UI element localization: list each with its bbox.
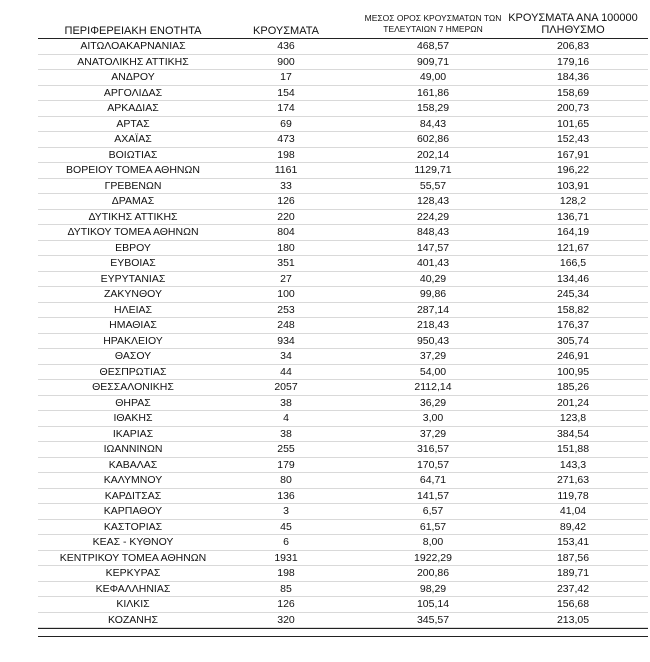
table-row xyxy=(38,520,648,536)
cell-per100k: 152,43 xyxy=(556,133,590,145)
cell-per100k: 184,36 xyxy=(556,71,590,83)
table-row xyxy=(38,70,648,86)
cell-region: ΚΑΡΠΑΘΟΥ xyxy=(103,505,163,517)
cell-cases: 2057 xyxy=(274,381,298,393)
cell-cases: 473 xyxy=(277,133,295,145)
cell-region: ΙΚΑΡΙΑΣ xyxy=(112,427,154,440)
table-row xyxy=(38,55,648,71)
table-row xyxy=(38,365,648,381)
cell-cases: 198 xyxy=(277,567,295,579)
cell-per100k: 151,88 xyxy=(556,443,590,455)
cell-region: ΒΟΙΩΤΙΑΣ xyxy=(108,148,158,161)
covid-cases-table xyxy=(38,8,638,626)
cell-avg7: 1922,29 xyxy=(414,551,452,564)
cell-per100k: 305,74 xyxy=(556,334,590,347)
cell-per100k: 189,71 xyxy=(556,567,590,579)
cell-cases: 45 xyxy=(280,520,292,533)
table-row xyxy=(38,551,648,567)
cell-per100k: 206,83 xyxy=(556,40,590,52)
cell-avg7: 602,86 xyxy=(416,133,450,145)
cell-avg7: 37,29 xyxy=(419,350,447,362)
cell-region: ΙΘΑΚΗΣ xyxy=(113,412,153,424)
cell-region: ΖΑΚΥΝΘΟΥ xyxy=(103,288,162,300)
cell-cases: 804 xyxy=(277,226,295,238)
cell-avg7: 36,29 xyxy=(419,396,447,409)
cell-cases: 179 xyxy=(277,458,295,471)
cell-per100k: 200,73 xyxy=(556,102,590,114)
cell-avg7: 202,14 xyxy=(416,148,450,161)
cell-region: ΑΡΓΟΛΙΔΑΣ xyxy=(103,86,163,99)
cell-per100k: 179,16 xyxy=(556,55,590,68)
cell-region: ΑΙΤΩΛΟΑΚΑΡΝΑΝΙΑΣ xyxy=(80,40,186,52)
footer-rule-bottom xyxy=(38,636,648,637)
cell-per100k: 213,05 xyxy=(556,613,590,626)
table-row xyxy=(38,504,648,520)
cell-per100k: 164,19 xyxy=(556,226,590,238)
cell-per100k: 136,71 xyxy=(556,210,590,223)
cell-avg7: 54,00 xyxy=(419,365,447,378)
table-row xyxy=(38,194,648,210)
cell-per100k: 121,67 xyxy=(556,241,590,254)
table-row xyxy=(38,458,648,474)
table-row xyxy=(38,163,648,179)
cell-region: ΘΕΣΠΡΩΤΙΑΣ xyxy=(99,365,167,378)
cell-avg7: 468,57 xyxy=(416,40,450,52)
cell-region: ΘΑΣΟΥ xyxy=(114,350,152,362)
cell-per100k: 128,2 xyxy=(559,195,587,207)
cell-avg7: 147,57 xyxy=(416,241,450,254)
cell-avg7: 37,29 xyxy=(419,427,447,440)
table-row xyxy=(38,380,648,396)
cell-per100k: 158,69 xyxy=(556,86,590,99)
cell-region: ΕΒΡΟΥ xyxy=(115,241,151,254)
cell-region: ΔΥΤΙΚΗΣ ΑΤΤΙΚΗΣ xyxy=(88,210,178,223)
cell-cases: 436 xyxy=(277,40,295,52)
cell-avg7: 345,57 xyxy=(416,613,450,626)
cell-cases: 253 xyxy=(277,303,295,316)
table-row xyxy=(38,349,648,365)
cell-region: ΒΟΡΕΙΟΥ ΤΟΜΕΑ ΑΘΗΝΩΝ xyxy=(66,164,200,176)
cell-avg7: 141,57 xyxy=(416,489,450,502)
cell-avg7: 218,43 xyxy=(416,319,450,331)
cell-per100k: 167,91 xyxy=(556,148,590,161)
cell-per100k: 187,56 xyxy=(556,551,590,564)
cell-per100k: 123,8 xyxy=(559,412,587,424)
table-row xyxy=(38,132,648,148)
cell-avg7: 55,57 xyxy=(419,179,447,192)
cell-cases: 1161 xyxy=(274,164,298,176)
cell-per100k: 119,78 xyxy=(557,489,589,502)
cell-region: ΙΩΑΝΝΙΝΩΝ xyxy=(103,443,163,455)
cell-cases: 136 xyxy=(277,489,295,502)
table-row xyxy=(38,101,648,117)
table-row xyxy=(38,396,648,412)
table-row xyxy=(38,334,648,350)
cell-per100k: 271,63 xyxy=(556,474,590,486)
cell-per100k: 134,46 xyxy=(556,272,590,285)
cell-region: ΚΑΛΥΜΝΟΥ xyxy=(103,474,163,486)
cell-avg7: 401,43 xyxy=(416,257,450,269)
header-region: ΠΕΡΙΦΕΡΕΙΑΚΗ ΕΝΟΤΗΤΑ xyxy=(64,25,202,37)
cell-avg7: 99,86 xyxy=(419,288,447,300)
cell-avg7: 287,14 xyxy=(416,303,450,316)
cell-cases: 351 xyxy=(277,257,295,269)
cell-cases: 6 xyxy=(283,536,289,548)
table-row xyxy=(38,442,648,458)
cell-region: ΔΥΤΙΚΟΥ ΤΟΜΕΑ ΑΘΗΝΩΝ xyxy=(67,226,199,238)
cell-cases: 198 xyxy=(277,148,295,161)
cell-per100k: 237,42 xyxy=(556,582,590,595)
cell-avg7: 3,00 xyxy=(422,412,444,424)
cell-avg7: 40,29 xyxy=(419,272,447,285)
cell-cases: 248 xyxy=(277,319,295,331)
table-row xyxy=(38,489,648,505)
cell-avg7: 2112,14 xyxy=(414,381,452,393)
table-row xyxy=(38,411,648,427)
cell-cases: 3 xyxy=(283,505,289,517)
cell-region: ΑΡΚΑΔΙΑΣ xyxy=(107,102,159,114)
table-row xyxy=(38,272,648,288)
table-row xyxy=(38,582,648,598)
cell-avg7: 98,29 xyxy=(419,582,447,595)
header-per100k: ΚΡΟΥΣΜΑΤΑ ΑΝΑ 100000 ΠΛΗΘΥΣΜΟ xyxy=(508,12,638,36)
table-row xyxy=(38,241,648,257)
cell-per100k: 166,5 xyxy=(559,257,587,269)
table-row xyxy=(38,566,648,582)
cell-region: ΕΥΒΟΙΑΣ xyxy=(110,257,156,269)
table-row xyxy=(38,225,648,241)
cell-avg7: 61,57 xyxy=(419,520,447,533)
cell-avg7: 64,71 xyxy=(419,474,447,486)
cell-per100k: 245,34 xyxy=(556,288,590,300)
cell-cases: 100 xyxy=(277,288,295,300)
cell-cases: 33 xyxy=(280,179,292,192)
cell-cases: 154 xyxy=(277,86,295,99)
cell-avg7: 161,86 xyxy=(416,86,450,99)
table-row xyxy=(38,427,648,443)
cell-region: ΚΑΒΑΛΑΣ xyxy=(108,458,158,471)
cell-per100k: 89,42 xyxy=(559,520,587,533)
cell-avg7: 909,71 xyxy=(416,55,450,68)
table-row xyxy=(38,210,648,226)
cell-per100k: 41,04 xyxy=(559,505,587,517)
cell-cases: 934 xyxy=(277,334,295,347)
cell-region: ΔΡΑΜΑΣ xyxy=(111,195,155,207)
cell-avg7: 170,57 xyxy=(416,458,450,471)
cell-avg7: 105,14 xyxy=(416,598,450,610)
footer-rule xyxy=(38,628,648,629)
table-row xyxy=(38,256,648,272)
header-cases: ΚΡΟΥΣΜΑΤΑ xyxy=(253,25,319,37)
cell-avg7: 6,57 xyxy=(422,505,444,517)
cell-region: ΗΛΕΙΑΣ xyxy=(113,303,152,316)
cell-cases: 180 xyxy=(277,241,295,254)
cell-per100k: 185,26 xyxy=(556,381,590,393)
cell-region: ΚΕΑΣ - ΚΥΘΝΟΥ xyxy=(92,536,174,548)
cell-cases: 27 xyxy=(280,272,292,285)
cell-avg7: 200,86 xyxy=(416,567,450,579)
cell-region: ΑΧΑΪΑΣ xyxy=(114,133,152,145)
cell-cases: 85 xyxy=(280,582,292,595)
table-row xyxy=(38,318,648,334)
cell-region: ΚΑΡΔΙΤΣΑΣ xyxy=(104,489,162,502)
cell-cases: 38 xyxy=(280,427,292,440)
cell-avg7: 316,57 xyxy=(416,443,450,455)
table-row xyxy=(38,117,648,133)
cell-cases: 69 xyxy=(280,117,292,130)
cell-avg7: 1129,71 xyxy=(414,164,452,176)
cell-region: ΚΕΝΤΡΙΚΟΥ ΤΟΜΕΑ ΑΘΗΝΩΝ xyxy=(59,551,207,564)
cell-avg7: 848,43 xyxy=(416,226,450,238)
table-row xyxy=(38,148,648,164)
table-row xyxy=(38,613,648,629)
cell-region: ΕΥΡΥΤΑΝΙΑΣ xyxy=(100,272,166,285)
cell-avg7: 224,29 xyxy=(416,210,450,223)
cell-cases: 126 xyxy=(277,195,295,207)
table-row xyxy=(38,535,648,551)
cell-avg7: 8,00 xyxy=(422,536,444,548)
cell-region: ΚΑΣΤΟΡΙΑΣ xyxy=(103,520,163,533)
cell-cases: 220 xyxy=(277,210,295,223)
header-avg7: ΜΕΣΟΣ ΟΡΟΣ ΚΡΟΥΣΜΑΤΩΝ ΤΩΝ ΤΕΛΕΥΤΑΙΩΝ 7 ΗΜΕΡΩΝ xyxy=(364,13,502,34)
cell-cases: 38 xyxy=(280,396,292,409)
cell-avg7: 49,00 xyxy=(419,71,447,83)
cell-cases: 44 xyxy=(280,365,292,378)
cell-region: ΑΝΔΡΟΥ xyxy=(111,71,155,83)
table-row xyxy=(38,179,648,195)
table-row xyxy=(38,303,648,319)
cell-per100k: 101,65 xyxy=(556,117,590,130)
cell-per100k: 176,37 xyxy=(556,319,590,331)
cell-region: ΓΡΕΒΕΝΩΝ xyxy=(104,179,162,192)
table-row xyxy=(38,287,648,303)
cell-per100k: 143,3 xyxy=(559,458,587,471)
cell-cases: 1931 xyxy=(274,551,298,564)
cell-cases: 174 xyxy=(277,102,295,114)
table-row xyxy=(38,473,648,489)
cell-region: ΚΕΡΚΥΡΑΣ xyxy=(105,567,161,579)
table-body xyxy=(38,39,648,628)
cell-per100k: 246,91 xyxy=(556,350,590,362)
cell-cases: 34 xyxy=(280,350,292,362)
cell-avg7: 158,29 xyxy=(416,102,450,114)
cell-per100k: 196,22 xyxy=(556,164,590,176)
cell-cases: 900 xyxy=(277,55,295,68)
cell-cases: 80 xyxy=(280,474,292,486)
cell-region: ΗΜΑΘΙΑΣ xyxy=(109,319,157,331)
cell-region: ΑΡΤΑΣ xyxy=(116,117,150,130)
cell-cases: 320 xyxy=(277,613,295,626)
cell-per100k: 158,82 xyxy=(556,303,590,316)
cell-cases: 4 xyxy=(283,412,289,424)
cell-per100k: 201,24 xyxy=(556,396,590,409)
cell-per100k: 100,95 xyxy=(556,365,590,378)
cell-per100k: 103,91 xyxy=(556,179,590,192)
cell-region: ΑΝΑΤΟΛΙΚΗΣ ΑΤΤΙΚΗΣ xyxy=(77,55,189,68)
cell-avg7: 950,43 xyxy=(416,334,450,347)
cell-per100k: 156,68 xyxy=(556,598,590,610)
cell-per100k: 384,54 xyxy=(556,427,590,440)
cell-cases: 126 xyxy=(277,598,295,610)
cell-cases: 17 xyxy=(280,71,292,83)
cell-region: ΚΕΦΑΛΛΗΝΙΑΣ xyxy=(95,582,171,595)
table-row xyxy=(38,597,648,613)
cell-avg7: 128,43 xyxy=(416,195,450,207)
cell-region: ΗΡΑΚΛΕΙΟΥ xyxy=(103,334,163,347)
table-row xyxy=(38,39,648,55)
cell-region: ΘΗΡΑΣ xyxy=(115,396,151,409)
table-row xyxy=(38,86,648,102)
table-header xyxy=(38,8,638,38)
cell-avg7: 84,43 xyxy=(419,117,447,130)
cell-per100k: 153,41 xyxy=(556,536,590,548)
cell-region: ΚΟΖΑΝΗΣ xyxy=(108,613,158,626)
cell-region: ΚΙΛΚΙΣ xyxy=(116,598,150,610)
cell-region: ΘΕΣΣΑΛΟΝΙΚΗΣ xyxy=(92,381,174,393)
cell-cases: 255 xyxy=(277,443,295,455)
